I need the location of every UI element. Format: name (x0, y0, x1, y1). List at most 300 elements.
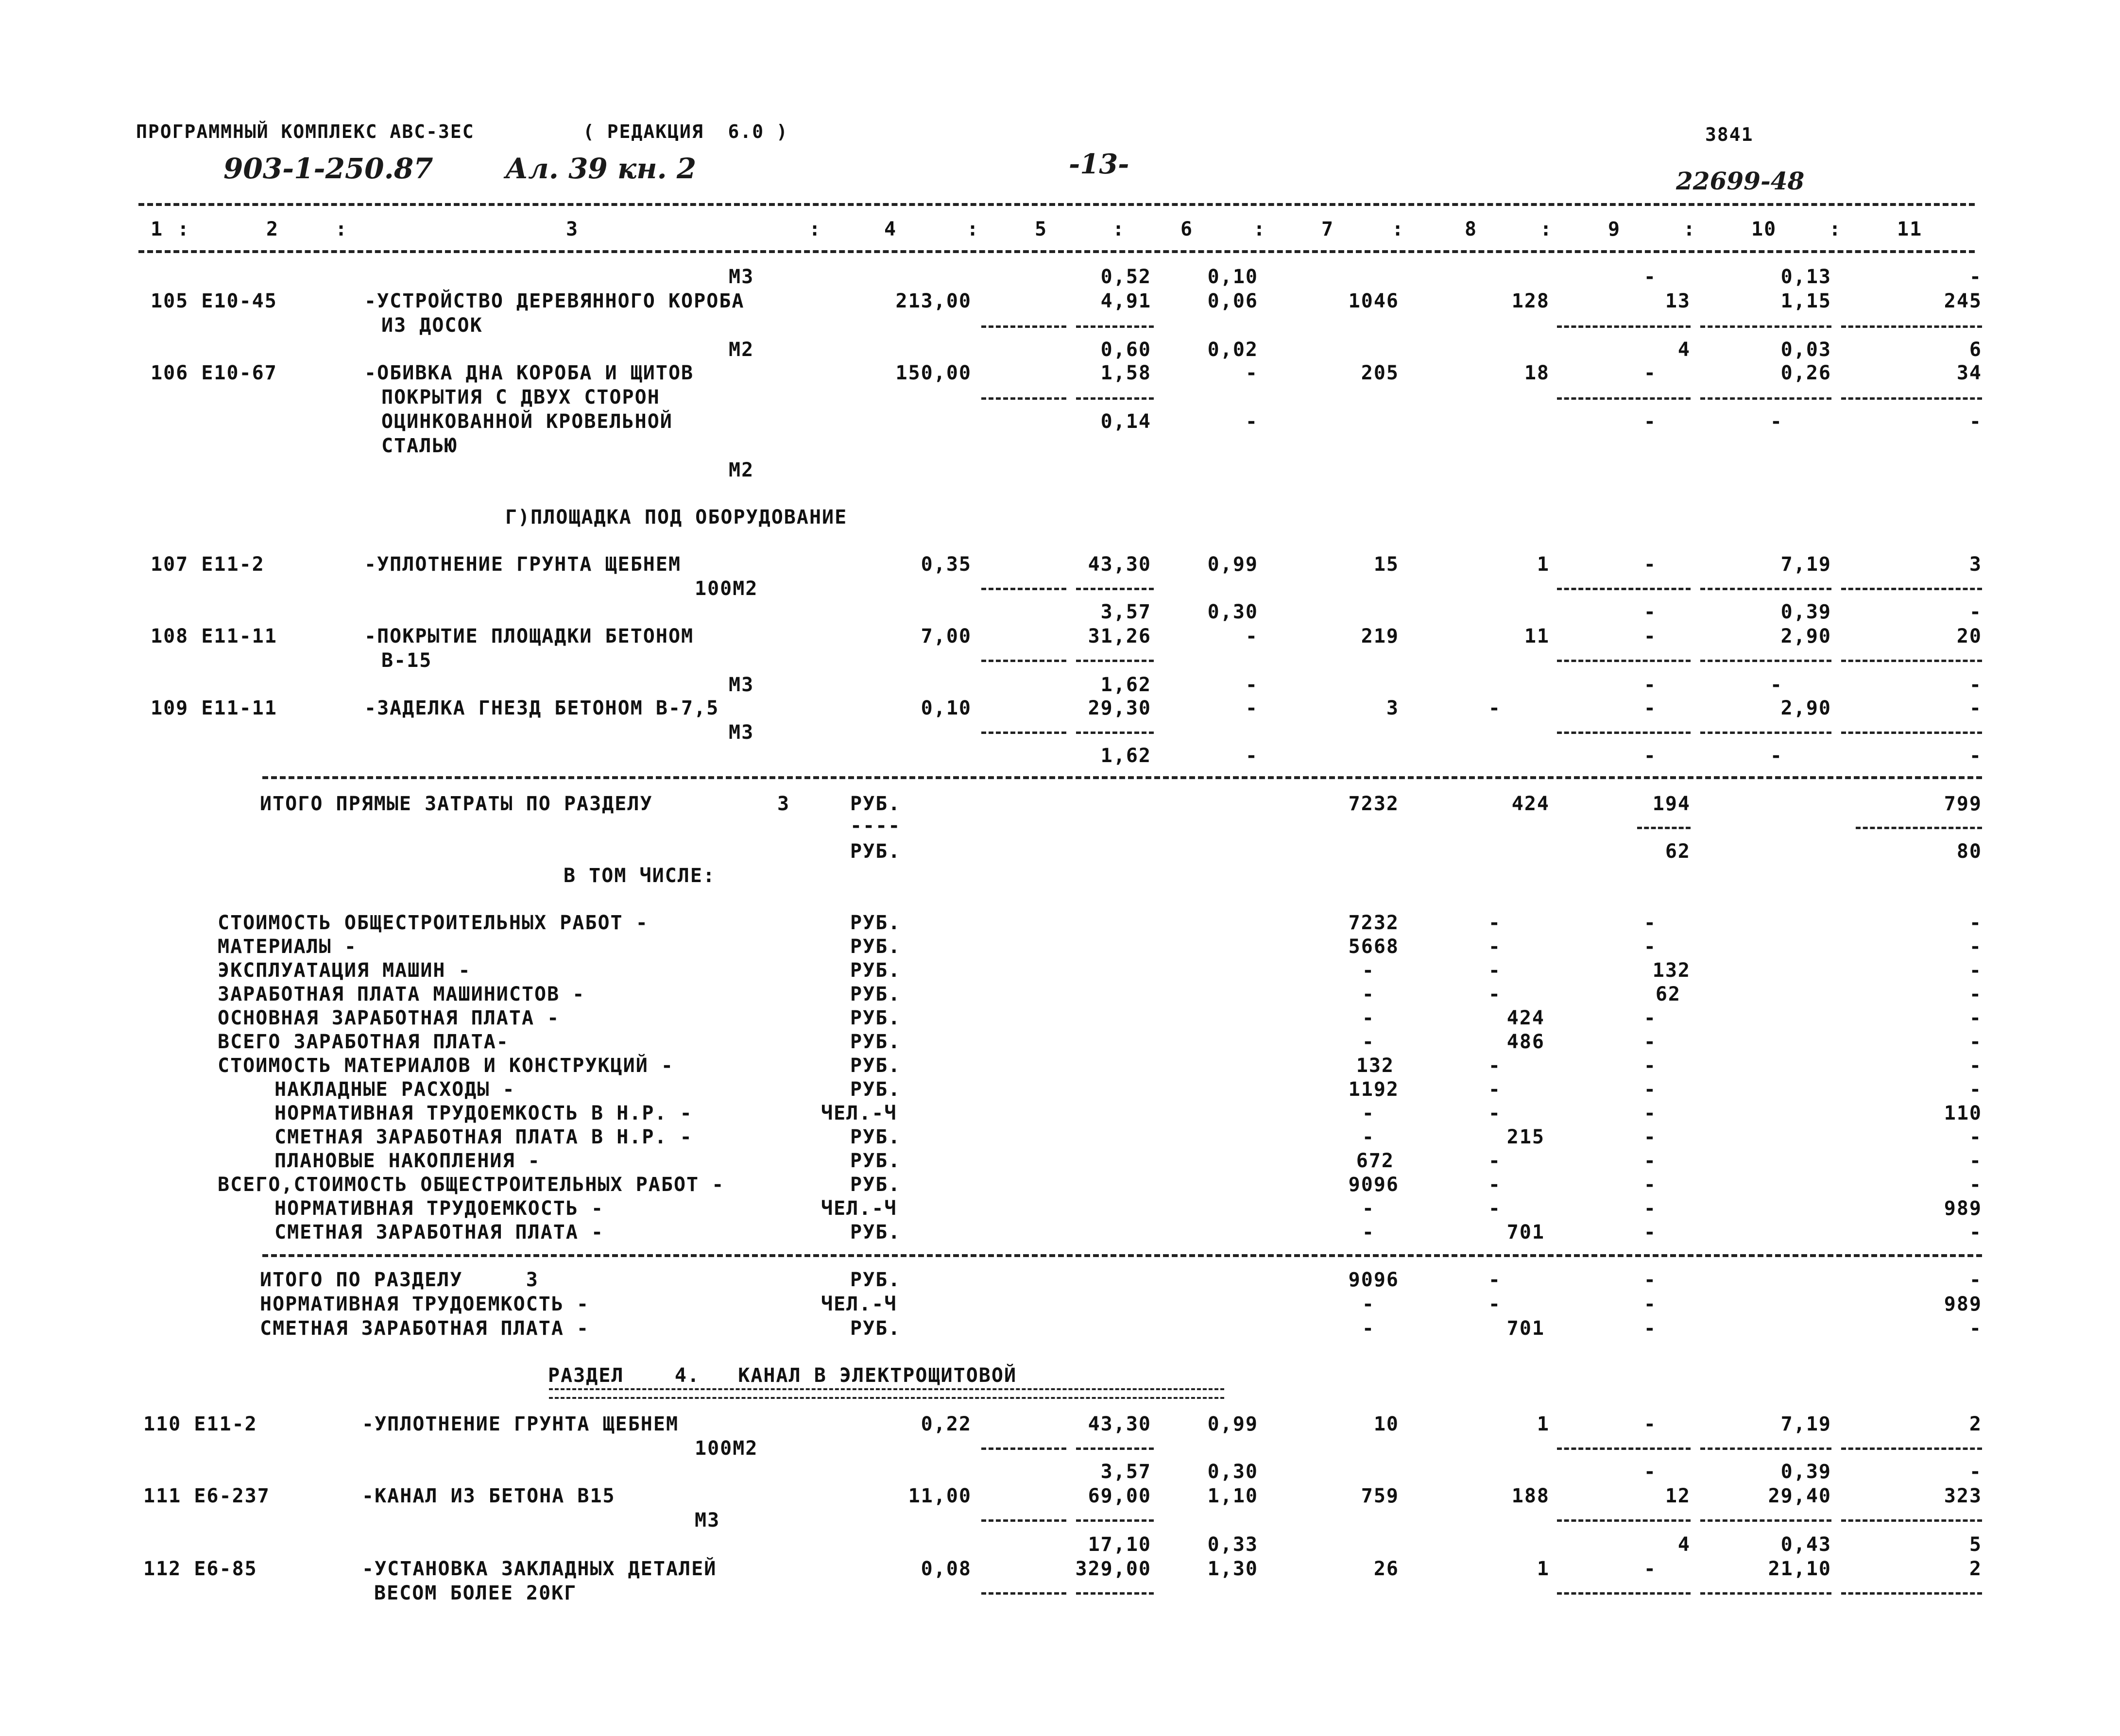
table-cell: 110 (1944, 1102, 1982, 1124)
table-cell: - (1770, 674, 1783, 696)
col-sep: : (1829, 218, 1842, 240)
underline (1841, 732, 1982, 734)
table-cell: 486 (1506, 1031, 1545, 1053)
table-cell: 9096 (1348, 1174, 1399, 1196)
col-5: 5 (1035, 218, 1048, 240)
table-cell: - (1362, 983, 1375, 1005)
section-total-rule (262, 776, 1982, 779)
table-cell: РУБ. (850, 1007, 901, 1029)
table-cell: СМЕТНАЯ ЗАРАБОТНАЯ ПЛАТА В Н.Р. - (274, 1126, 693, 1148)
table-cell: ПЛАНОВЫЕ НАКОПЛЕНИЯ - (274, 1150, 541, 1172)
table-cell: 424 (1506, 1007, 1545, 1029)
underline (1637, 827, 1691, 829)
underline (981, 1519, 1066, 1522)
table-cell: 424 (1511, 793, 1550, 815)
edition-label: ( РЕДАКЦИЯ 6.0 ) (583, 121, 788, 142)
table-cell: - (1969, 1269, 1982, 1291)
table-cell: РУБ. (850, 840, 901, 863)
table-cell: - (1488, 1055, 1501, 1077)
table-cell: 110 Е11-2 (143, 1413, 257, 1435)
col-sep: : (809, 218, 822, 240)
table-cell: - (1969, 1007, 1982, 1029)
table-cell: - (1643, 1269, 1657, 1291)
table-cell: - (1969, 1150, 1982, 1172)
table-cell: 2 (1969, 1413, 1982, 1435)
table-cell: 0,22 (921, 1413, 972, 1435)
table-cell: - (1362, 1031, 1375, 1053)
underline (1700, 397, 1831, 400)
col-sep: : (1683, 218, 1696, 240)
underline (1557, 1519, 1691, 1522)
table-cell: 29,30 (1088, 697, 1151, 719)
underline (1557, 588, 1691, 590)
table-cell: - (1969, 1461, 1982, 1483)
table-cell: РУБ. (850, 983, 901, 1005)
underline (1076, 1447, 1154, 1450)
table-cell: - (1969, 410, 1982, 433)
table-cell: 2,90 (1780, 625, 1831, 647)
table-cell: - (1969, 697, 1982, 719)
underline (1841, 1592, 1982, 1595)
album-reference: Ал. 39 кн. 2 (505, 152, 697, 185)
col-1: 1 (151, 218, 164, 240)
header-rule-top (138, 203, 1975, 206)
table-cell: -ЗАДЕЛКА ГНЕЗД БЕТОНОМ В-7,5 (364, 697, 719, 719)
section-4-title-underline (549, 1388, 1224, 1399)
table-cell: 31,26 (1088, 625, 1151, 647)
table-cell: - (1643, 1558, 1657, 1580)
table-cell: - (1488, 1078, 1501, 1101)
table-cell: 3 (1969, 553, 1982, 576)
table-cell: 9096 (1348, 1269, 1399, 1291)
underline (981, 1447, 1066, 1450)
table-cell: 0,30 (1207, 1461, 1258, 1483)
table-cell: - (1643, 1174, 1657, 1196)
table-cell: СТАЛЬЮ (381, 435, 458, 457)
table-cell: 989 (1944, 1197, 1982, 1220)
page-number: -13- (1069, 148, 1129, 180)
table-cell: М3 (729, 721, 754, 744)
col-9: 9 (1608, 218, 1621, 240)
table-cell: - (1969, 1078, 1982, 1101)
table-cell: 799 (1944, 793, 1982, 815)
table-cell: - (1362, 1197, 1375, 1220)
table-cell: - (1245, 410, 1258, 433)
table-cell: - (1969, 1174, 1982, 1196)
table-cell: - (1643, 1078, 1657, 1101)
table-cell: 69,00 (1088, 1485, 1151, 1507)
table-cell: - (1643, 674, 1657, 696)
table-cell: 3,57 (1100, 1461, 1151, 1483)
table-cell: 43,30 (1088, 553, 1151, 576)
table-cell: 105 Е10-45 (151, 290, 277, 312)
table-cell: - (1643, 1102, 1657, 1124)
table-cell: НОРМАТИВНАЯ ТРУДОЕМКОСТЬ В Н.Р. - (274, 1102, 693, 1124)
table-cell: -УПЛОТНЕНИЕ ГРУНТА ЩЕБНЕМ (364, 553, 682, 576)
project-number: 903-1-250.87 (223, 152, 433, 185)
table-cell: 3 (1386, 697, 1399, 719)
table-cell: - (1643, 1221, 1657, 1243)
table-cell: - (1245, 625, 1258, 647)
table-cell: РУБ. (850, 1055, 901, 1077)
table-cell: РУБ. (850, 793, 901, 815)
table-cell: - (1362, 959, 1375, 982)
underline (1841, 1519, 1982, 1522)
table-cell: - (1245, 362, 1258, 384)
table-cell: - (1245, 674, 1258, 696)
table-cell: 1,62 (1100, 745, 1151, 767)
table-cell: - (1969, 912, 1982, 934)
table-cell: 215 (1506, 1126, 1545, 1148)
table-cell: 205 (1361, 362, 1399, 384)
table-cell: НАКЛАДНЫЕ РАСХОДЫ - (274, 1078, 515, 1101)
col-sep: : (1540, 218, 1553, 240)
underline (1076, 660, 1154, 662)
table-cell: - (1643, 936, 1657, 958)
table-cell: СТОИМОСТЬ ОБЩЕСТРОИТЕЛЬНЫХ РАБОТ - (218, 912, 649, 934)
table-cell: 7,00 (921, 625, 972, 647)
underline (1076, 588, 1154, 590)
underline (1841, 588, 1982, 590)
table-cell: 0,14 (1100, 410, 1151, 433)
table-cell: - (1643, 625, 1657, 647)
table-cell: - (1362, 1126, 1375, 1148)
table-cell: - (1969, 1126, 1982, 1148)
table-cell: М3 (729, 674, 754, 696)
table-cell: - (1643, 1031, 1657, 1053)
table-cell: - (1969, 1221, 1982, 1243)
table-cell: РУБ. (850, 1078, 901, 1101)
table-cell: 701 (1506, 1317, 1545, 1340)
table-cell: 150,00 (895, 362, 972, 384)
table-cell: ВЕСОМ БОЛЕЕ 20КГ (374, 1582, 577, 1604)
table-cell: - (1969, 745, 1982, 767)
table-cell: РУБ. (850, 1221, 901, 1243)
underline (1076, 397, 1154, 400)
underline (1557, 1447, 1691, 1450)
underline (1076, 325, 1154, 328)
table-cell: РУБ. (850, 936, 901, 958)
table-cell: - (1643, 410, 1657, 433)
table-cell: - (1643, 601, 1657, 623)
table-cell: 100М2 (695, 1437, 758, 1460)
table-cell: М2 (729, 459, 754, 481)
table-cell: 11 (1524, 625, 1550, 647)
table-cell: 6 (1969, 339, 1982, 361)
table-cell: 15 (1373, 553, 1399, 576)
table-cell: -УСТРОЙСТВО ДЕРЕВЯННОГО КОРОБА (364, 290, 745, 312)
table-cell: ИТОГО ПО РАЗДЕЛУ 3 (260, 1269, 539, 1291)
table-cell: 3,57 (1100, 601, 1151, 623)
table-cell: - (1488, 1150, 1501, 1172)
table-cell: - (1643, 1413, 1657, 1435)
table-cell: 0,30 (1207, 601, 1258, 623)
col-3: 3 (566, 218, 579, 240)
underline (981, 1592, 1066, 1595)
underline (1700, 1447, 1831, 1450)
table-cell: 7,19 (1780, 1413, 1831, 1435)
table-cell: - (1643, 912, 1657, 934)
table-cell: 43,30 (1088, 1413, 1151, 1435)
table-cell: 1,62 (1100, 674, 1151, 696)
table-cell: 62 (1665, 840, 1691, 863)
table-cell: 62 (1655, 983, 1681, 1005)
table-cell: ---- (850, 815, 901, 837)
col-10: 10 (1751, 218, 1777, 240)
table-cell: РУБ. (850, 1174, 901, 1196)
underline (1700, 588, 1831, 590)
table-cell: - (1643, 266, 1657, 288)
table-cell: - (1488, 1174, 1501, 1196)
table-cell: 132 (1356, 1055, 1394, 1077)
table-cell: 4 (1677, 1533, 1691, 1556)
table-cell: 0,52 (1100, 266, 1151, 288)
table-cell: - (1643, 1126, 1657, 1148)
col-6: 6 (1180, 218, 1194, 240)
underline (981, 732, 1066, 734)
underline (1700, 1592, 1831, 1595)
table-cell: - (1643, 1197, 1657, 1220)
table-cell: РУБ. (850, 1317, 901, 1340)
table-cell: 7232 (1348, 793, 1399, 815)
table-cell: - (1488, 1102, 1501, 1124)
table-cell: 759 (1361, 1485, 1399, 1507)
table-cell: - (1770, 745, 1783, 767)
col-4: 4 (884, 218, 897, 240)
table-cell: - (1362, 1221, 1375, 1243)
table-cell: 106 Е10-67 (151, 362, 277, 384)
table-cell: РУБ. (850, 1150, 901, 1172)
underline (1076, 1592, 1154, 1595)
table-cell: 0,43 (1780, 1533, 1831, 1556)
col-sep: : (1112, 218, 1126, 240)
table-cell: ВСЕГО,СТОИМОСТЬ ОБЩЕСТРОИТЕЛЬНЫХ РАБОТ - (218, 1174, 725, 1196)
table-cell: - (1643, 1317, 1657, 1340)
table-cell: СМЕТНАЯ ЗАРАБОТНАЯ ПЛАТА - (274, 1221, 604, 1243)
table-cell: РУБ. (850, 912, 901, 934)
table-cell: 188 (1511, 1485, 1550, 1507)
table-cell: В ТОМ ЧИСЛЕ: (564, 865, 716, 887)
table-cell: ВСЕГО ЗАРАБОТНАЯ ПЛАТА- (218, 1031, 509, 1053)
table-cell: 112 Е6-85 (143, 1558, 257, 1580)
underline (1841, 397, 1982, 400)
table-cell: 5 (1969, 1533, 1982, 1556)
table-cell: - (1643, 1055, 1657, 1077)
table-cell: СТОИМОСТЬ МАТЕРИАЛОВ И КОНСТРУКЦИЙ - (218, 1055, 674, 1077)
table-cell: - (1969, 959, 1982, 982)
underline (1700, 325, 1831, 328)
table-cell: РУБ. (850, 959, 901, 982)
table-cell: ЧЕЛ.-Ч (821, 1102, 897, 1124)
underline (1856, 827, 1982, 829)
table-cell: - (1362, 1007, 1375, 1029)
table-cell: 0,99 (1207, 553, 1258, 576)
table-cell: 1,15 (1780, 290, 1831, 312)
table-cell: 13 (1665, 290, 1691, 312)
table-cell: МАТЕРИАЛЫ - (218, 936, 357, 958)
table-cell: -УПЛОТНЕНИЕ ГРУНТА ЩЕБНЕМ (362, 1413, 679, 1435)
table-cell: 1 (1537, 1558, 1550, 1580)
table-cell: 1192 (1348, 1078, 1399, 1101)
table-cell: 1,58 (1100, 362, 1151, 384)
table-cell: - (1643, 1150, 1657, 1172)
table-cell: - (1643, 745, 1657, 767)
table-cell: - (1245, 745, 1258, 767)
table-cell: 109 Е11-11 (151, 697, 277, 719)
underline (1557, 660, 1691, 662)
table-cell: 10 (1373, 1413, 1399, 1435)
col-sep: : (335, 218, 348, 240)
table-cell: М3 (729, 266, 754, 288)
table-cell: 18 (1524, 362, 1550, 384)
table-cell: 0,08 (921, 1558, 972, 1580)
document-number: 22699-48 (1676, 167, 1805, 195)
underline (1700, 1519, 1831, 1522)
underline (1841, 325, 1982, 328)
table-cell: 7,19 (1780, 553, 1831, 576)
table-cell: 108 Е11-11 (151, 625, 277, 647)
table-cell: ИЗ ДОСОК (381, 314, 483, 337)
col-7: 7 (1321, 218, 1334, 240)
table-cell: - (1969, 674, 1982, 696)
table-cell: 4,91 (1100, 290, 1151, 312)
table-cell: 80 (1956, 840, 1982, 863)
col-2: 2 (266, 218, 279, 240)
table-cell: СМЕТНАЯ ЗАРАБОТНАЯ ПЛАТА - (260, 1317, 590, 1340)
table-cell: - (1643, 553, 1657, 576)
table-cell: - (1488, 697, 1501, 719)
table-cell: 100М2 (695, 578, 758, 600)
table-cell: 2,90 (1780, 697, 1831, 719)
table-cell: 1 (1537, 1413, 1550, 1435)
table-cell: 213,00 (895, 290, 972, 312)
table-cell: - (1643, 1293, 1657, 1315)
table-cell: 4 (1677, 339, 1691, 361)
underline (1841, 660, 1982, 662)
table-cell: 0,10 (921, 697, 972, 719)
table-cell: - (1362, 1102, 1375, 1124)
table-cell: - (1969, 1031, 1982, 1053)
table-cell: - (1969, 983, 1982, 1005)
underline (1841, 1447, 1982, 1450)
underline (1557, 732, 1691, 734)
table-cell: ОСНОВНАЯ ЗАРАБОТНАЯ ПЛАТА - (218, 1007, 560, 1029)
table-cell: 989 (1944, 1293, 1982, 1315)
table-cell: -ОБИВКА ДНА КОРОБА И ЩИТОВ (364, 362, 694, 384)
underline (1076, 732, 1154, 734)
table-cell: Г)ПЛОЩАДКА ПОД ОБОРУДОВАНИЕ (505, 506, 848, 528)
table-cell: 0,33 (1207, 1533, 1258, 1556)
table-cell: - (1245, 697, 1258, 719)
underline (1700, 732, 1831, 734)
table-cell: - (1362, 1317, 1375, 1340)
underline (1557, 1592, 1691, 1595)
underline (981, 325, 1066, 328)
table-cell: 0,06 (1207, 290, 1258, 312)
table-cell: ОЦИНКОВАННОЙ КРОВЕЛЬНОЙ (381, 410, 673, 433)
table-cell: 701 (1506, 1221, 1545, 1243)
table-cell: 0,35 (921, 553, 972, 576)
table-cell: М3 (695, 1509, 720, 1532)
table-cell: 245 (1944, 290, 1982, 312)
table-cell: 0,13 (1780, 266, 1831, 288)
table-cell: ЧЕЛ.-Ч (821, 1197, 897, 1220)
table-cell: 3 (777, 793, 790, 815)
underline (981, 660, 1066, 662)
table-cell: 2 (1969, 1558, 1982, 1580)
table-cell: - (1969, 936, 1982, 958)
col-11: 11 (1897, 218, 1923, 240)
table-cell: 0,02 (1207, 339, 1258, 361)
program-title: ПРОГРАММНЫЙ КОМПЛЕКС АВС-ЗЕС (136, 121, 475, 142)
table-cell: 111 Е6-237 (143, 1485, 270, 1507)
table-cell: 26 (1373, 1558, 1399, 1580)
table-cell: В-15 (381, 649, 432, 672)
table-cell: -ПОКРЫТИЕ ПЛОЩАДКИ БЕТОНОМ (364, 625, 694, 647)
table-cell: РАЗДЕЛ 4. КАНАЛ В ЭЛЕКТРОЩИТОВОЙ (548, 1364, 1017, 1387)
table-cell: 1,10 (1207, 1485, 1258, 1507)
table-cell: 29,40 (1768, 1485, 1831, 1507)
table-cell: 329,00 (1075, 1558, 1151, 1580)
col-8: 8 (1465, 218, 1478, 240)
code-label: 3841 (1705, 124, 1754, 145)
table-cell: 0,10 (1207, 266, 1258, 288)
table-cell: - (1969, 1317, 1982, 1340)
table-cell: 219 (1361, 625, 1399, 647)
col-sep: : (177, 218, 190, 240)
underline (1700, 660, 1831, 662)
table-cell: 12 (1665, 1485, 1691, 1507)
table-cell: 21,10 (1768, 1558, 1831, 1580)
table-cell: - (1643, 362, 1657, 384)
underline (1076, 1519, 1154, 1522)
table-cell: - (1643, 697, 1657, 719)
section-summary-rule (262, 1254, 1982, 1257)
table-cell: 20 (1956, 625, 1982, 647)
table-cell: НОРМАТИВНАЯ ТРУДОЕМКОСТЬ - (274, 1197, 604, 1220)
table-cell: - (1362, 1293, 1375, 1315)
table-cell: ЗАРАБОТНАЯ ПЛАТА МАШИНИСТОВ - (218, 983, 585, 1005)
table-cell: 11,00 (908, 1485, 972, 1507)
table-cell: -КАНАЛ ИЗ БЕТОНА В15 (362, 1485, 615, 1507)
table-cell: - (1488, 1293, 1501, 1315)
table-cell: 107 Е11-2 (151, 553, 265, 576)
table-cell: 5668 (1348, 936, 1399, 958)
table-cell: ИТОГО ПРЯМЫЕ ЗАТРАТЫ ПО РАЗДЕЛУ (260, 793, 653, 815)
table-cell: - (1969, 266, 1982, 288)
table-cell: 323 (1944, 1485, 1982, 1507)
col-sep: : (1253, 218, 1266, 240)
table-cell: - (1969, 601, 1982, 623)
table-cell: - (1488, 1269, 1501, 1291)
table-cell: ЭКСПЛУАТАЦИЯ МАШИН - (218, 959, 471, 982)
table-cell: - (1488, 1197, 1501, 1220)
table-cell: 17,10 (1088, 1533, 1151, 1556)
table-cell: - (1488, 912, 1501, 934)
table-cell: - (1969, 1055, 1982, 1077)
underline (981, 588, 1066, 590)
col-sep: : (967, 218, 980, 240)
underline (981, 397, 1066, 400)
table-cell: - (1488, 983, 1501, 1005)
table-cell: - (1488, 959, 1501, 982)
table-cell: 1046 (1348, 290, 1399, 312)
table-cell: 0,26 (1780, 362, 1831, 384)
table-cell: РУБ. (850, 1031, 901, 1053)
table-cell: 0,99 (1207, 1413, 1258, 1435)
table-cell: РУБ. (850, 1126, 901, 1148)
table-cell: 0,03 (1780, 339, 1831, 361)
